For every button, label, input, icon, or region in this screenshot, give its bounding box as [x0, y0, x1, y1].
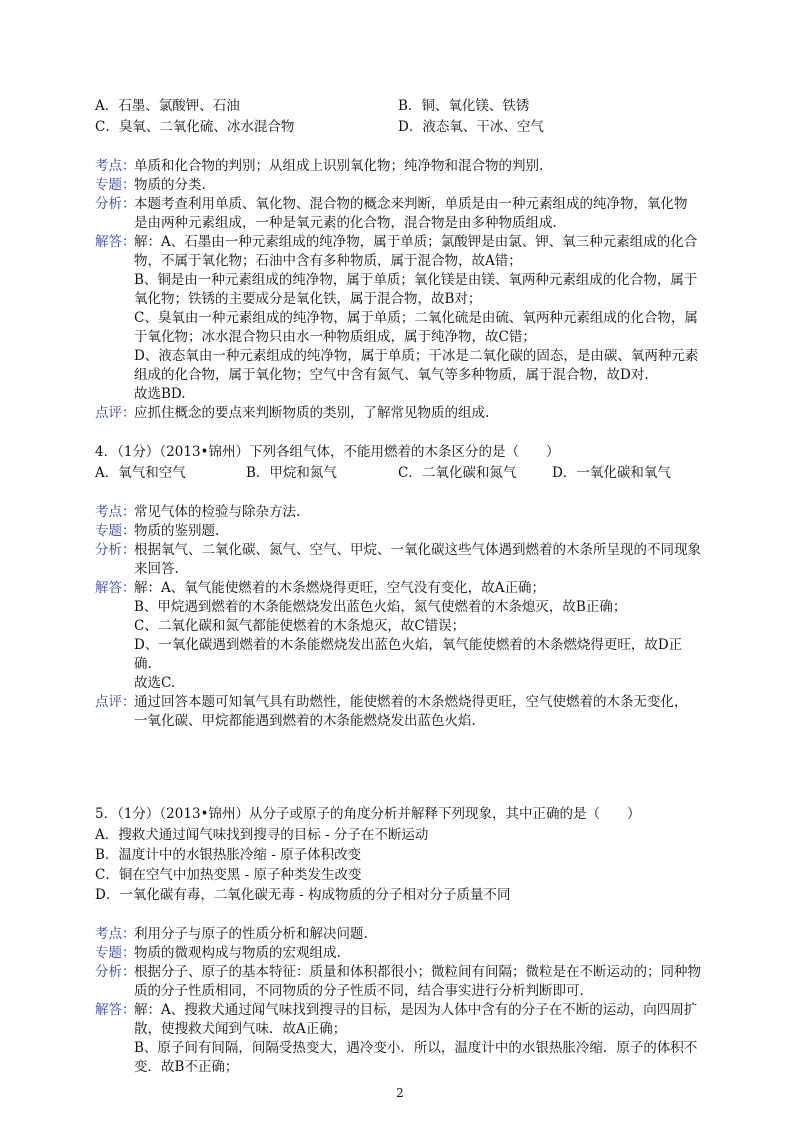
jieda-label: 解答： [95, 234, 136, 250]
jieda-line: 解：A、氧气能使燃着的木条燃烧得更旺，空气没有变化，故A正确； [134, 580, 545, 596]
q5-option-d: D．一氧化碳有毒，二氧化碳无毒 - 构成物质的分子相对分子质量不同 [95, 887, 511, 903]
jieda-line: 确. [134, 656, 152, 672]
kaodian-label: 考点： [95, 926, 136, 942]
q4-option-d: D．一氧化碳和氧气 [552, 465, 671, 481]
fenxi-line: 来回答. [134, 561, 179, 577]
fenxi-label: 分析： [95, 542, 136, 558]
q5-option-a: A．搜救犬通过闻气味找到搜寻的目标 - 分子在不断运动 [95, 827, 429, 843]
dianping-label: 点评： [95, 405, 136, 421]
option-c: C．臭氧、二氧化硫、冰水混合物 [95, 119, 295, 135]
jieda-line: D、液态氧由一种元素组成的纯净物，属于单质；干冰是二氧化碳的固态，是由碳、氧两种元素 [134, 348, 699, 364]
fenxi-label: 分析： [95, 196, 136, 212]
kaodian-label: 考点： [95, 158, 136, 174]
fenxi-line: 质的分子性质相同，不同物质的分子性质不同，结合事实进行分析判断即可. [134, 983, 584, 999]
q4-option-c: C．二氧化碳和氮气 [398, 465, 517, 481]
zhuanti-label: 专题： [95, 177, 136, 193]
jieda-line: B、原子间有间隔，间隔受热变大，遇冷变小．所以，温度计中的水银热胀冷缩．原子的体积不 [134, 1040, 698, 1056]
jieda-line: 氧化物；铁锈的主要成分是氧化铁，属于混合物，故B对； [134, 291, 482, 307]
kaodian-text: 单质和化合物的判别；从组成上识别氧化物；纯净物和混合物的判别. [134, 158, 544, 174]
jieda-line: 散，使搜救犬闻到气味．故A正确； [134, 1021, 347, 1037]
dianping-line: 一氧化碳、甲烷都能遇到燃着的木条能燃烧发出蓝色火焰. [134, 713, 476, 729]
jieda-line: 故选C. [134, 675, 176, 691]
option-b: B．铜、氧化镁、铁锈 [398, 98, 530, 114]
dianping-line: 通过回答本题可知氧气具有助燃性，能使燃着的木条燃烧得更旺，空气使燃着的木条无变化， [134, 694, 688, 710]
zhuanti-label: 专题： [95, 523, 136, 539]
jieda-line: C、臭氧由一种元素组成的纯净物，属于单质；二氧化硫是由硫、氧两种元素组成的化合物，属 [134, 310, 698, 326]
question-4-stem: 4．（1分）（2013•锦州）下列各组气体，不能用燃着的木条区分的是（ ） [95, 444, 560, 460]
jieda-line: B、铜是由一种元素组成的纯净物，属于单质；氧化镁是由镁、氧两种元素组成的化合物，属于 [134, 272, 698, 288]
fenxi-line: 根据氧气、二氧化碳、氮气、空气、甲烷、一氧化碳这些气体遇到燃着的木条所呈现的不同现象 [134, 542, 701, 558]
jieda-label: 解答： [95, 1002, 136, 1018]
fenxi-line: 是由两种元素组成，一种是氧元素的化合物，混合物是由多种物质组成. [134, 215, 557, 231]
kaodian-text: 利用分子与原子的性质分析和解决问题. [134, 926, 368, 942]
option-d: D．液态氧、干冰、空气 [398, 119, 544, 135]
zhuanti-label: 专题： [95, 945, 136, 961]
fenxi-label: 分析： [95, 964, 136, 980]
kaodian-label: 考点： [95, 504, 136, 520]
zhuanti-text: 物质的鉴别题. [134, 523, 220, 539]
zhuanti-text: 物质的微观构成与物质的宏观组成. [134, 945, 341, 961]
page-number: 2 [396, 1086, 404, 1100]
q4-option-a: A．氧气和空气 [95, 465, 186, 481]
q4-option-b: B．甲烷和氮气 [246, 465, 337, 481]
jieda-line: D、一氧化碳遇到燃着的木条能燃烧发出蓝色火焰，氧气能使燃着的木条燃烧得更旺，故D正 [134, 637, 683, 653]
dianping-label: 点评： [95, 694, 136, 710]
jieda-line: C、二氧化碳和氮气都能使燃着的木条熄灭，故C错误； [134, 618, 466, 634]
q5-option-c: C．铜在空气中加热变黑 - 原子种类发生改变 [95, 867, 362, 883]
jieda-line: 故选BD. [134, 386, 186, 402]
dianping-text: 应抓住概念的要点来判断物质的类别，了解常见物质的组成. [134, 405, 490, 421]
jieda-line: 变．故B不正确； [134, 1059, 239, 1075]
option-a: A．石墨、氯酸钾、石油 [95, 98, 240, 114]
jieda-line: 物，不属于氧化物；石油中含有多种物质，属于混合物，故A错； [134, 253, 522, 269]
jieda-line: 于氧化物；冰水混合物只由水一种物质组成，属于纯净物，故C错； [134, 329, 536, 345]
jieda-label: 解答： [95, 580, 136, 596]
kaodian-text: 常见气体的检验与除杂方法. [134, 504, 301, 520]
question-5-stem: 5．（1分）（2013•锦州）从分子或原子的角度分析并解释下列现象，其中正确的是（ ） [95, 806, 641, 822]
zhuanti-text: 物质的分类. [134, 177, 206, 193]
jieda-line: 解：A、石墨由一种元素组成的纯净物，属于单质；氯酸钾是由氯、钾、氧三种元素组成的化合 [134, 234, 698, 250]
fenxi-line: 根据分子、原子的基本特征：质量和体积都很小；微粒间有间隔；微粒是在不断运动的；同种物 [134, 964, 701, 980]
fenxi-line: 本题考查利用单质、氧化物、混合物的概念来判断，单质是由一种元素组成的纯净物，氧化物 [134, 196, 688, 212]
jieda-line: 组成的化合物，属于氧化物；空气中含有氮气、氧气等多种物质，属于混合物，故D对. [134, 367, 649, 383]
jieda-line: 解：A、搜救犬通过闻气味找到搜寻的目标，是因为人体中含有的分子在不断的运动，向四周扩 [134, 1002, 698, 1018]
q5-option-b: B．温度计中的水银热胀冷缩 - 原子体积改变 [95, 847, 362, 863]
jieda-line: B、甲烷遇到燃着的木条能燃烧发出蓝色火焰，氮气使燃着的木条熄灭，故B正确； [134, 599, 627, 615]
